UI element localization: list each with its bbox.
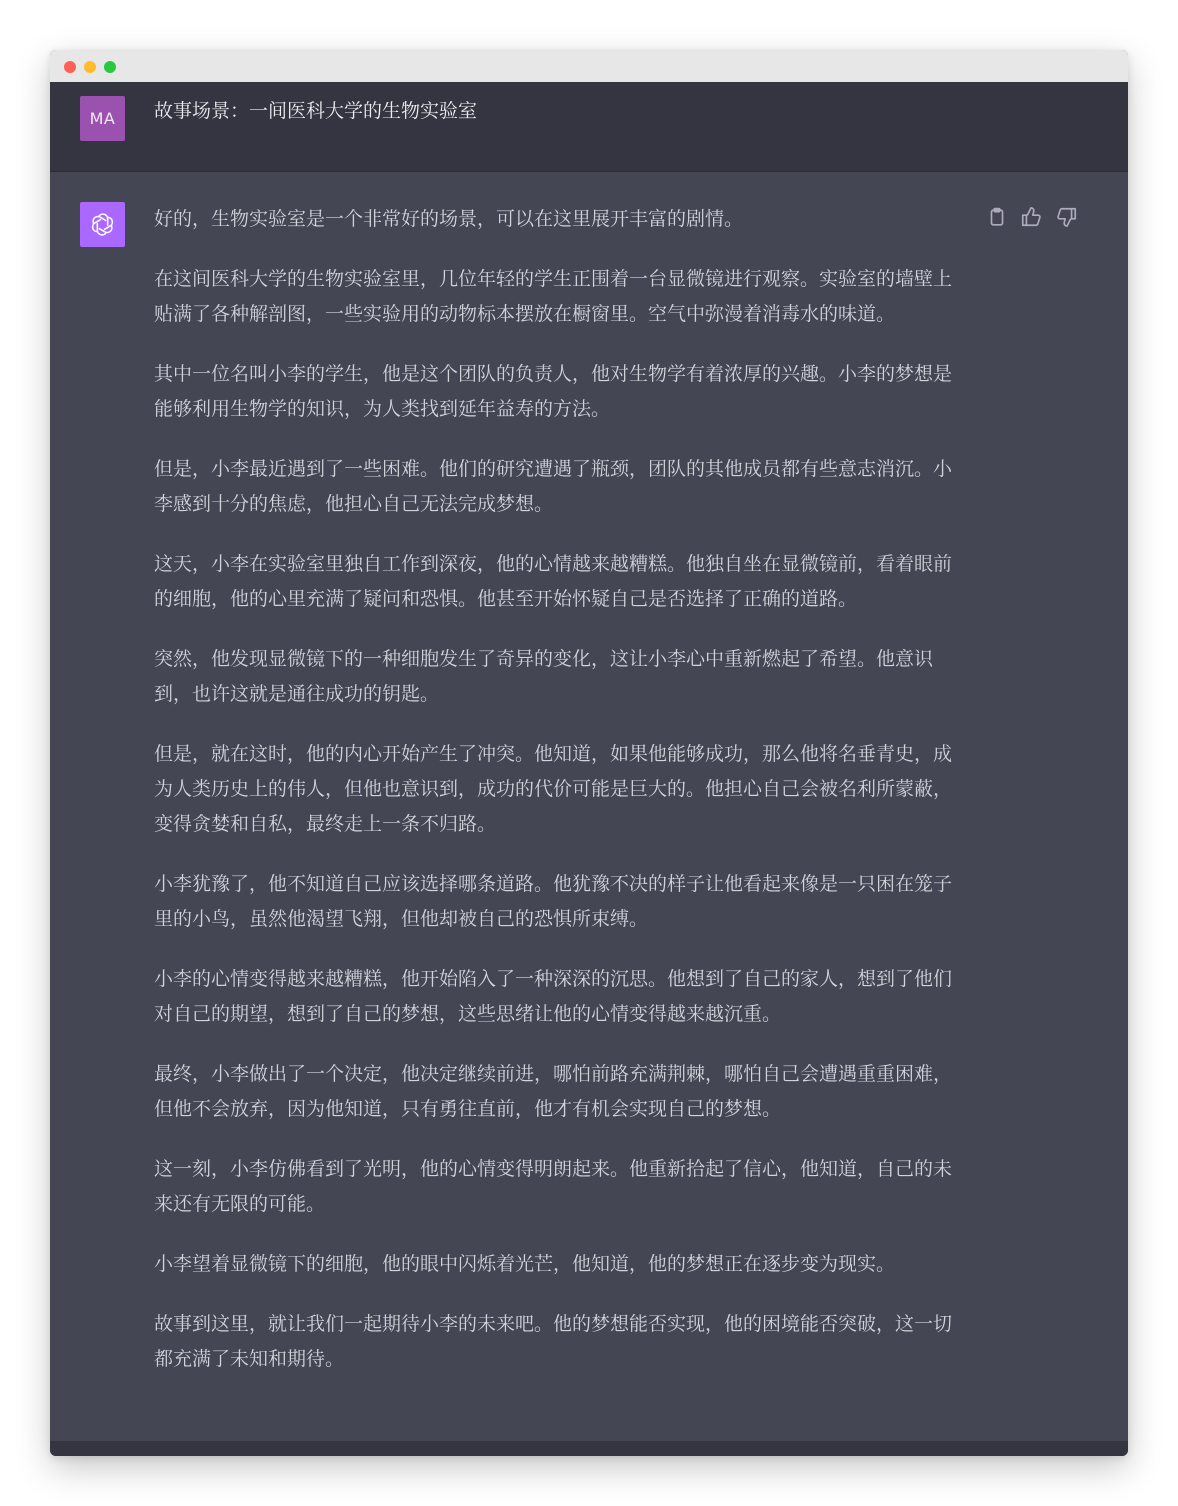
minimize-window-button[interactable] xyxy=(84,61,96,73)
thumbs-down-icon[interactable] xyxy=(1056,206,1078,228)
message-paragraph: 这一刻，小李仿佛看到了光明，他的心情变得明朗起来。他重新拾起了信心，他知道，自己的未来还有无限的可能。 xyxy=(154,1158,953,1215)
message-paragraph: 好的，生物实验室是一个非常好的场景，可以在这里展开丰富的剧情。 xyxy=(154,208,744,230)
message-paragraph: 在这间医科大学的生物实验室里，几位年轻的学生正围着一台显微镜进行观察。实验室的墙壁上贴满了各种解剖图，一些实验用的动物标本摆放在橱窗里。空气中弥漫着消毒水的味道。 xyxy=(154,268,953,325)
message-actions xyxy=(986,206,1086,228)
message-paragraph: 这天，小李在实验室里独自工作到深夜，他的心情越来越糟糕。他独自坐在显微镜前，看着眼前的细胞，他的心里充满了疑问和恐惧。他甚至开始怀疑自己是否选择了正确的道路。 xyxy=(154,553,953,610)
window-bottom-edge xyxy=(50,1441,1128,1456)
user-message xyxy=(50,82,1128,172)
assistant-message-body xyxy=(154,202,964,1402)
assistant-avatar xyxy=(80,202,125,247)
message-paragraph: 其中一位名叫小李的学生，他是这个团队的负责人，他对生物学有着浓厚的兴趣。小李的梦想是能够利用生物学的知识，为人类找到延年益寿的方法。 xyxy=(154,363,953,420)
user-message-text: 故事场景：一间医科大学的生物实验室 xyxy=(154,100,478,122)
message-paragraph: 小李的心情变得越来越糟糕，他开始陷入了一种深深的沉思。他想到了自己的家人，想到了他们对自己的期望，想到了自己的梦想，这些思绪让他的心情变得越来越沉重。 xyxy=(154,968,953,1025)
chat-window xyxy=(50,50,1128,1456)
message-paragraph: 但是，就在这时，他的内心开始产生了冲突。他知道，如果他能够成功，那么他将名垂青史，成为人类历史上的伟人，但他也意识到，成功的代价可能是巨大的。他担心自己会被名利所蒙蔽，变得贪婪和自私，最终走上一条不归路。 xyxy=(154,743,953,835)
message-paragraph: 小李望着显微镜下的细胞，他的眼中闪烁着光芒，他知道，他的梦想正在逐步变为现实。 xyxy=(154,1253,896,1275)
user-avatar: MA xyxy=(80,96,125,141)
close-window-button[interactable] xyxy=(64,61,76,73)
message-paragraph: 小李犹豫了，他不知道自己应该选择哪条道路。他犹豫不决的样子让他看起来像是一只困在笼子里的小鸟，虽然他渴望飞翔，但他却被自己的恐惧所束缚。 xyxy=(154,873,953,930)
message-paragraph: 故事到这里，就让我们一起期待小李的未来吧。他的梦想能否实现，他的困境能否突破，这一切都充满了未知和期待。 xyxy=(154,1313,953,1370)
openai-logo-icon xyxy=(89,211,116,238)
maximize-window-button[interactable] xyxy=(104,61,116,73)
thumbs-up-icon[interactable] xyxy=(1020,206,1042,228)
message-paragraph: 最终，小李做出了一个决定，他决定继续前进，哪怕前路充满荆棘，哪怕自己会遭遇重重困难，但他不会放弃，因为他知道，只有勇往直前，他才有机会实现自己的梦想。 xyxy=(154,1063,953,1120)
message-paragraph: 但是，小李最近遇到了一些困难。他们的研究遭遇了瓶颈，团队的其他成员都有些意志消沉。小李感到十分的焦虑，他担心自己无法完成梦想。 xyxy=(154,458,953,515)
message-paragraph: 突然，他发现显微镜下的一种细胞发生了奇异的变化，这让小李心中重新燃起了希望。他意识到，也许这就是通往成功的钥匙。 xyxy=(154,648,934,705)
assistant-message xyxy=(50,172,1128,1441)
window-titlebar xyxy=(50,50,1128,82)
clipboard-icon[interactable] xyxy=(986,206,1008,228)
